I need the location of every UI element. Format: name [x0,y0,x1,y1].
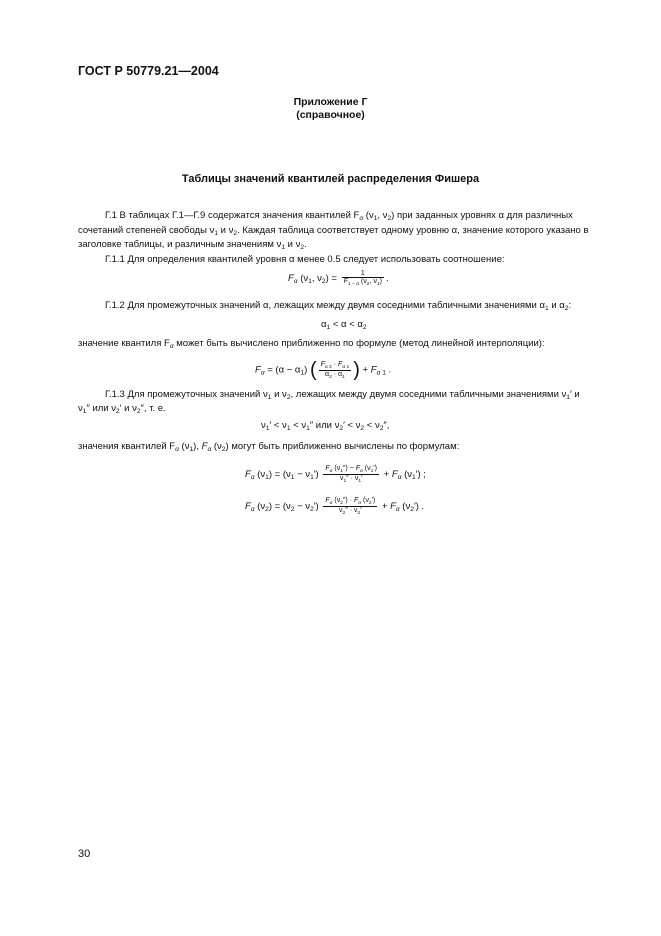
formula-nu-interval: $\nu_1' < \nu_1 < \nu_1''$ или $\nu_2' < \nu_2 < \nu_2''$, [261,420,390,432]
section-title: Таблицы значений квантилей распределения Фишера [181,173,480,185]
paragraph-g11: Г.1.1 Для определения квантилей уровня α менее 0.5 следует использовать соотношение: [105,254,505,265]
paragraph-g1-line3: заголовке таблицы, и различным значениям $\nu_1$ и $\nu_2$. [78,239,307,251]
page-number: 30 [78,848,91,860]
paragraph-g13-line2: $\nu_1''$ или $\nu_2'$ и $\nu_2''$, т. е. [78,403,166,415]
paragraph-interp: значение квантиля $F_\alpha$ может быть вычислено приближенно по формуле (метод линейной интерполяции): [78,338,545,350]
paragraph-g1-line2: сочетаний степеней свободы $\nu_1$ и $\nu_2$. Каждая таблица соответствует одному уровню α, значение которого указано в [78,225,589,237]
formula-reciprocal: $F_\alpha$ ($\nu_1$, $\nu_2$) = $\frac{1}{F_{1 - \alpha} (\nu_2, \nu_1)}$ . [288,270,389,287]
appendix-type: (справочное) [296,109,365,121]
document-header: ГОСТ Р 50779.21—2004 [78,64,219,78]
paragraph-g12: Г.1.2 Для промежуточных значений α, лежащих между двумя соседними табличными значениями $\alpha_1$ и $\alpha_2$: [105,300,572,312]
paragraph-g13-line1: Г.1.3 Для промежуточных значений $\nu_1$ и $\nu_2$, лежащих между двумя соседними табличными значениями $\nu_1'$ и [105,389,580,401]
paragraph-quantiles: значения квантилей $F_\alpha$ $(\nu_1)$, $F_\alpha$ $(\nu_2)$ могут быть приближенно вычислены по формулам: [78,441,460,453]
formula-alpha-interval: $\alpha_1 < \alpha < \alpha_2$ [321,319,367,331]
appendix-label: Приложение Г [293,96,368,108]
formula-interp-nu2: $F_\alpha$ $(\nu_2) = (\nu_2 - \nu_2')$ $\frac{F_\alpha (\nu_2'') \cdot F_\alpha (\nu_2')}{\nu_2'' \cdot \nu_2'}$ + $F_\alpha$ $(\nu_2')$ . [245,497,425,516]
formula-interp-alpha: $F_\alpha = (\alpha - \alpha_1)$ ( $\frac{F_{\alpha 2} \cdot F_{\alpha 1}}{\alpha_2 \cdot \alpha_1}$ ) + $F_{\alpha 1}$ . [255,359,392,381]
paragraph-g1-line1: Г.1 В таблицах Г.1—Г.9 содержатся значения квантилей $F_\alpha$ ($\nu_1$, $\nu_2$) при заданных уровнях α для различных [105,210,573,222]
formula-interp-nu1: $F_\alpha$ $(\nu_1) = (\nu_1 - \nu_1')$ $\frac{F_\alpha (\nu_1'') - F_\alpha (\nu_1')}{\nu_1'' \cdot \nu_1'}$ + $F_\alpha$ $(\nu_1')$ ; [245,465,426,484]
